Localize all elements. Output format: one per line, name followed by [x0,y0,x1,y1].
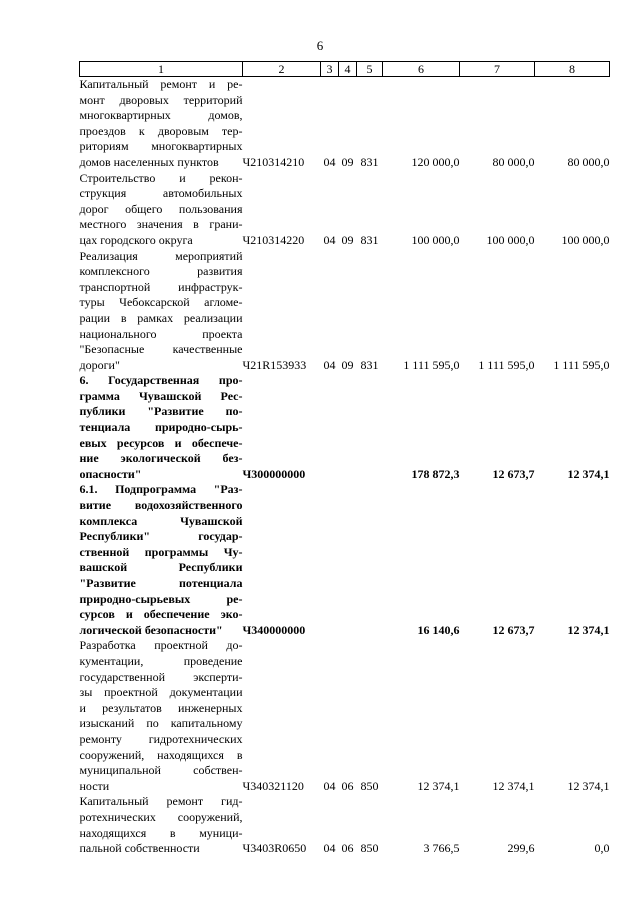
subsection-code [339,373,357,482]
expense-type-code: 850 [360,841,379,856]
column-header-3: 3 [321,62,339,77]
expense-type-code: 850 [360,778,379,793]
subsection-code: 09 [341,232,354,247]
subsection-code: 09 [341,154,354,169]
row-name-line: сооружений, находящихся в [79,747,243,762]
column-header-8: 8 [535,62,610,77]
row-name-line: ремонту гидротехнических [79,731,243,746]
amount-col-7: 12 673,7 [492,466,535,481]
amount-col-8: 12 374,1 [567,778,610,793]
row-name-line: дорог общего пользования [79,201,243,216]
table-header-row [80,62,610,77]
table-row [80,77,610,171]
amount-col-8: 1 111 595,0 [553,357,610,372]
row-name-line: 6.1. Подпрограмма "Раз- [79,482,243,497]
section-code: 04 [323,232,336,247]
subsection-code [339,482,357,638]
expense-type-code [357,482,383,638]
table-row [80,794,610,856]
row-name-line: Разработка проектной до- [79,638,243,653]
amount-col-7: 1 111 595,0 [478,357,535,372]
row-name-line: ротехнических сооружений, [79,809,243,824]
row-name-line: многоквартирных домов, [79,108,243,123]
amount-col-8: 80 000,0 [567,154,610,169]
amount-col-6: 12 374,1 [417,778,460,793]
amount-col-8: 12 374,1 [567,622,610,637]
row-name-line: цах городского округа [79,232,193,247]
row-name-line: евых ресурсов и обеспече- [79,435,243,450]
section-code [321,373,339,482]
target-article-code: Ч3403R0650 [242,841,307,856]
amount-col-6: 120 000,0 [411,154,460,169]
subsection-code: 06 [341,841,354,856]
row-name-line: публики "Развитие по- [79,404,243,419]
row-name-line: транспортной инфраструк- [79,279,243,294]
expense-type-code [357,373,383,482]
row-name-line: грамма Чувашской Рес- [79,388,243,403]
column-header-6: 6 [383,62,460,77]
table-row [80,638,610,794]
row-name-line: "Развитие потенциала [79,576,243,590]
row-name-line: рации в рамках реализации [79,310,243,325]
row-name-line: ние экологической без- [79,451,243,466]
table-row [80,171,610,249]
section-code: 04 [323,357,336,372]
row-name-line: сурсов и обеспечение эко- [79,607,243,622]
row-name-line: национального проекта [79,326,243,341]
row-name-line: комплекса Чувашской [79,513,243,528]
table-row [80,249,610,374]
section-code: 04 [323,841,336,856]
target-article-code: Ч340321120 [242,778,304,793]
row-name [80,482,243,638]
row-name-line: кументации, проведение [79,653,243,668]
amount-col-7: 12 673,7 [492,622,535,637]
amount-col-8: 0,0 [594,841,610,856]
amount-col-6: 178 872,3 [411,466,460,481]
page-number: 6 [316,38,324,53]
row-name-line: монт дворовых территорий [79,92,243,107]
row-name-line: домов населенных пунктов [79,154,219,169]
row-name-line: вашской Республики [79,560,243,575]
row-name-line: зы проектной документации [79,685,243,700]
amount-col-7: 80 000,0 [492,154,535,169]
row-name-line: риториям многоквартирных [79,139,243,154]
amount-col-8: 12 374,1 [567,466,610,481]
amount-col-6: 100 000,0 [411,232,460,247]
amount-col-7: 12 374,1 [492,778,535,793]
target-article-code: Ч340000000 [242,622,306,637]
column-header-4: 4 [339,62,357,77]
row-name [80,373,243,482]
row-name-line: Республики" государ- [79,529,243,544]
row-name-line: Капитальный ремонт гид- [79,794,243,809]
amount-col-7: 299,6 [507,841,535,856]
section-code: 04 [323,778,336,793]
row-name-line: проездов к дворовым тер- [79,123,243,138]
row-name-line: опасности" [79,466,142,481]
row-name-line: "Безопасные качественные [79,342,243,357]
target-article-code: Ч300000000 [242,466,306,481]
row-name [80,794,243,856]
row-name-line: природно-сырьевых ре- [79,591,243,606]
table-row [80,373,610,482]
row-name-line: струкция автомобильных [79,186,243,201]
row-name-line: Реализация мероприятий [79,248,243,263]
row-name-line: изысканий по капитальному [79,716,243,731]
expense-type-code: 831 [360,232,379,247]
row-name-line: и результатов инженерных [79,700,243,715]
column-header-7: 7 [460,62,535,77]
row-name-line: государственной эксперти- [79,669,243,684]
column-header-1: 1 [80,62,243,77]
row-name-line: комплексного развития [79,264,243,279]
column-header-5: 5 [357,62,383,77]
subsection-code: 06 [341,778,354,793]
row-name-line: витие водохозяйственного [79,498,243,513]
amount-col-6: 1 111 595,0 [403,357,460,372]
row-name-line: местного значения в грани- [79,217,243,232]
row-name-line: дороги" [79,357,120,372]
row-name [80,77,243,171]
budget-table [79,61,610,857]
section-code: 04 [323,154,336,169]
row-name-line: Строительство и рекон- [79,170,243,185]
expense-type-code: 831 [360,357,379,372]
amount-col-6: 16 140,6 [417,622,460,637]
row-name-line: туры Чебоксарской агломе- [79,295,243,310]
row-name-line: пальной собственности [79,841,200,856]
row-name [80,249,243,374]
section-code [321,482,339,638]
amount-col-8: 100 000,0 [561,232,610,247]
amount-col-6: 3 766,5 [423,841,460,856]
row-name-line: ственной программы Чу- [79,544,243,559]
subsection-code: 09 [341,357,354,372]
target-article-code: Ч210314210 [242,154,305,169]
target-article-code: Ч210314220 [242,232,305,247]
amount-col-7: 100 000,0 [486,232,535,247]
column-header-2: 2 [243,62,321,77]
row-name-line: тенциала природно-сырь- [79,420,243,435]
row-name-line: ности [79,778,110,793]
row-name-line: логической безопасности" [79,622,223,637]
row-name-line: находящихся в муници- [79,825,243,840]
row-name-line: Капитальный ремонт и ре- [79,77,243,91]
row-name-line: 6. Государственная про- [79,373,243,388]
expense-type-code: 831 [360,154,379,169]
row-name-line: муниципальной собствен- [79,763,243,778]
target-article-code: Ч21R153933 [242,357,307,372]
table-row [80,482,610,638]
row-name [80,171,243,249]
row-name [80,638,243,794]
